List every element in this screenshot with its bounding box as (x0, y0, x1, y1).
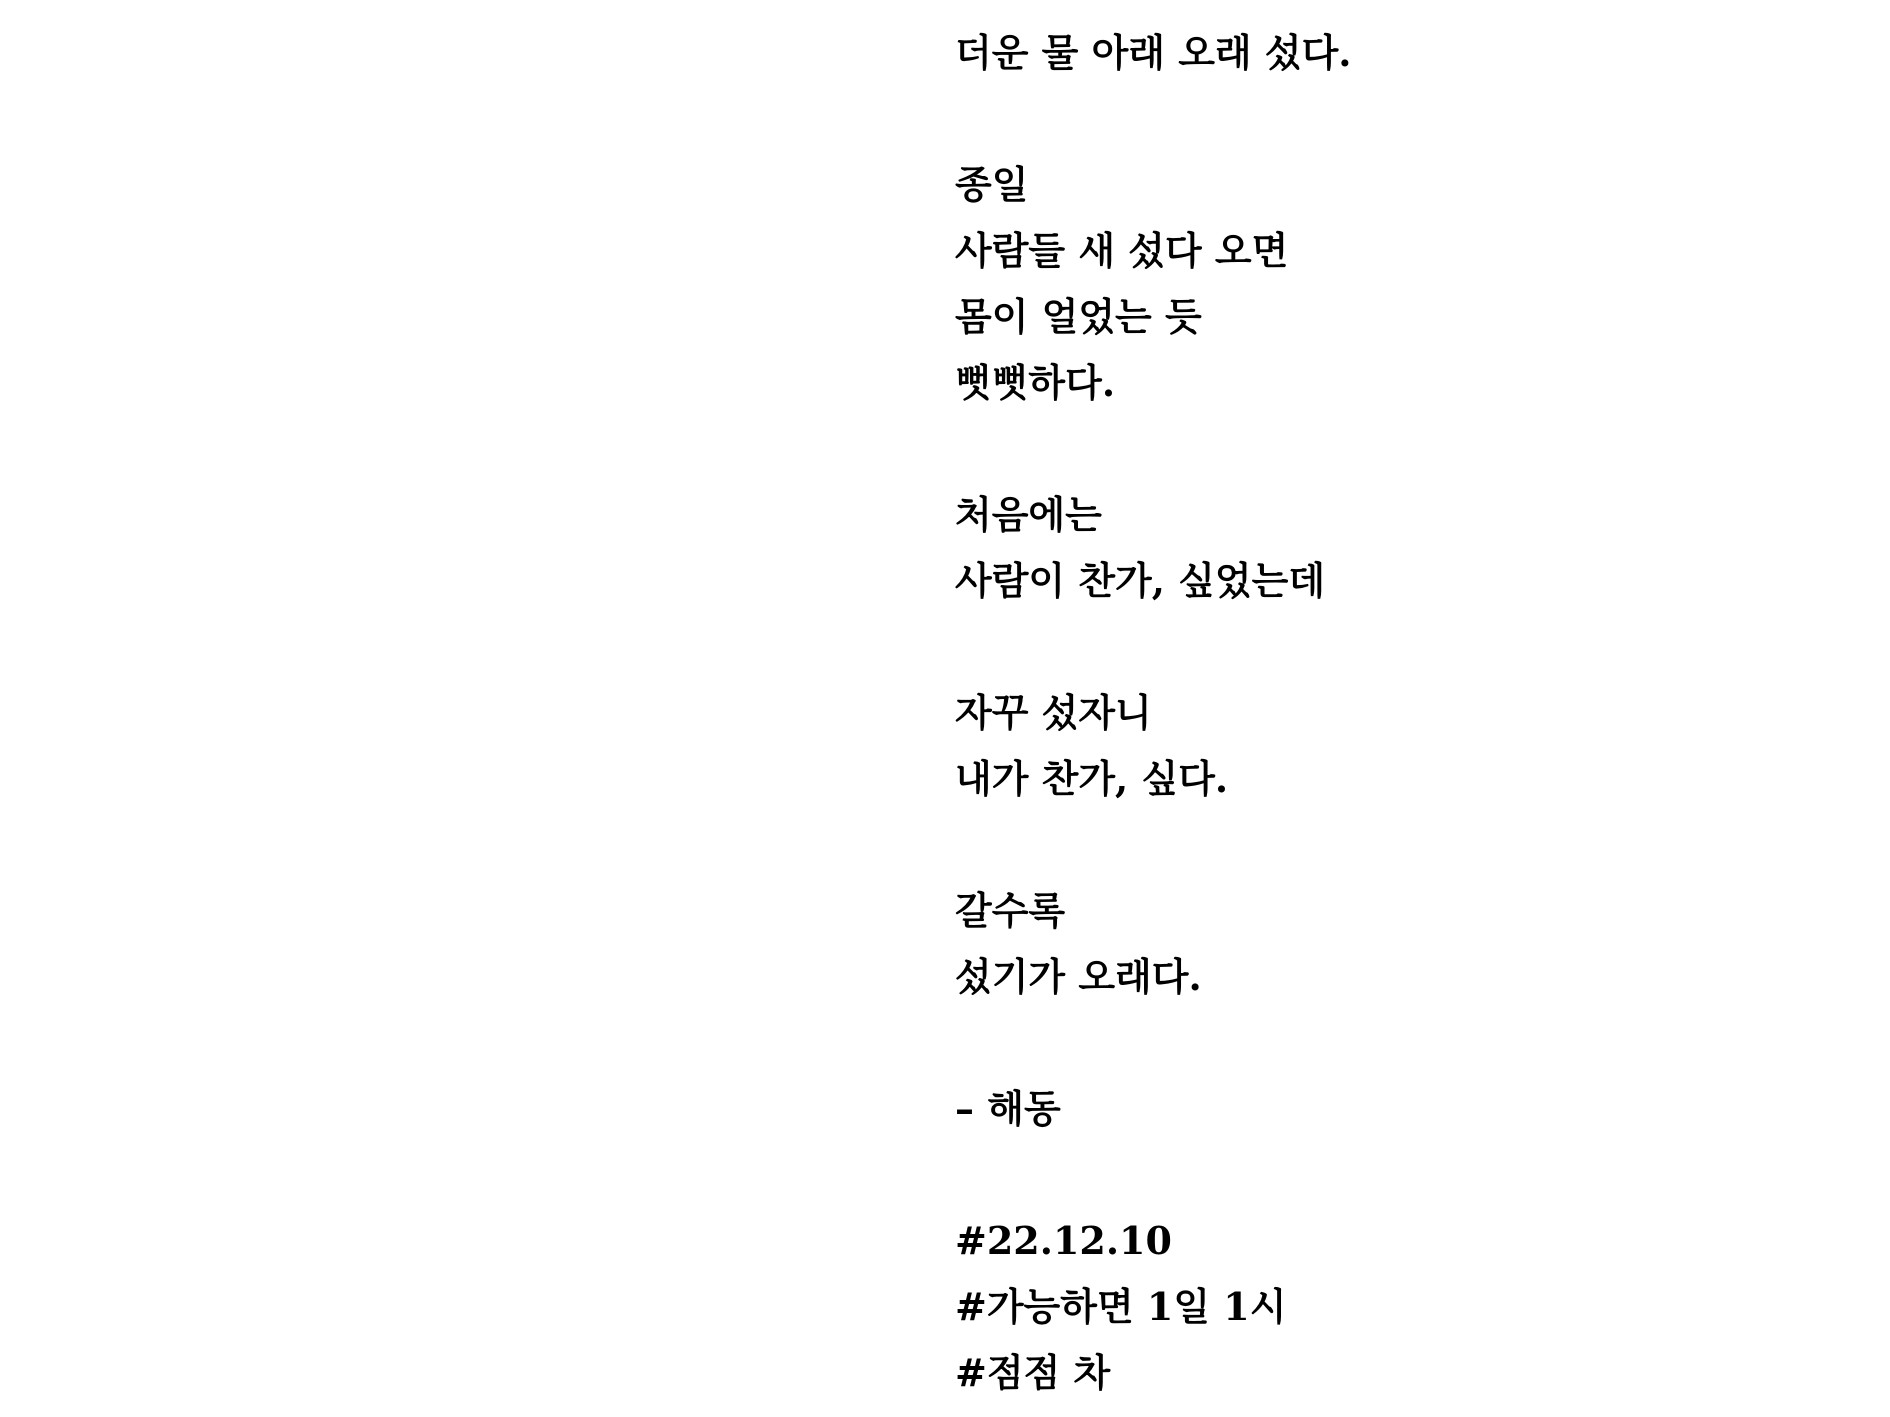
stanza-3 (955, 482, 1352, 614)
poem-line: 자꾸 섰자니 (955, 690, 1152, 735)
poem-line: 내가 찬가, 싶다. (955, 756, 1229, 801)
author-signature: – 해동 (955, 1086, 1061, 1131)
poem-line: 섰기가 오래다. (955, 954, 1202, 999)
hashtag: #가능하면 1일 1시 (955, 1284, 1287, 1329)
poem-line: 종일 (955, 162, 1029, 207)
poem-line: 처음에는 (955, 492, 1102, 537)
poem-line: 더운 물 아래 오래 섰다. (955, 30, 1352, 75)
signature-block (955, 1076, 1352, 1142)
stanza-4 (955, 680, 1352, 812)
hashtag: #점점 차 (955, 1350, 1111, 1395)
hashtag-list (955, 1208, 1352, 1406)
stanza-1 (955, 20, 1352, 86)
stanza-2 (955, 152, 1352, 416)
poem-line: 사람이 찬가, 싶었는데 (955, 558, 1326, 603)
poem-body (955, 20, 1352, 1406)
poem-line: 몸이 얼었는 듯 (955, 294, 1202, 339)
hashtag: #22.12.10 (955, 1218, 1172, 1263)
poem-line: 사람들 새 섰다 오면 (955, 228, 1289, 273)
poem-line: 갈수록 (955, 888, 1066, 933)
stanza-5 (955, 878, 1352, 1010)
poem-line: 뻣뻣하다. (955, 360, 1116, 405)
